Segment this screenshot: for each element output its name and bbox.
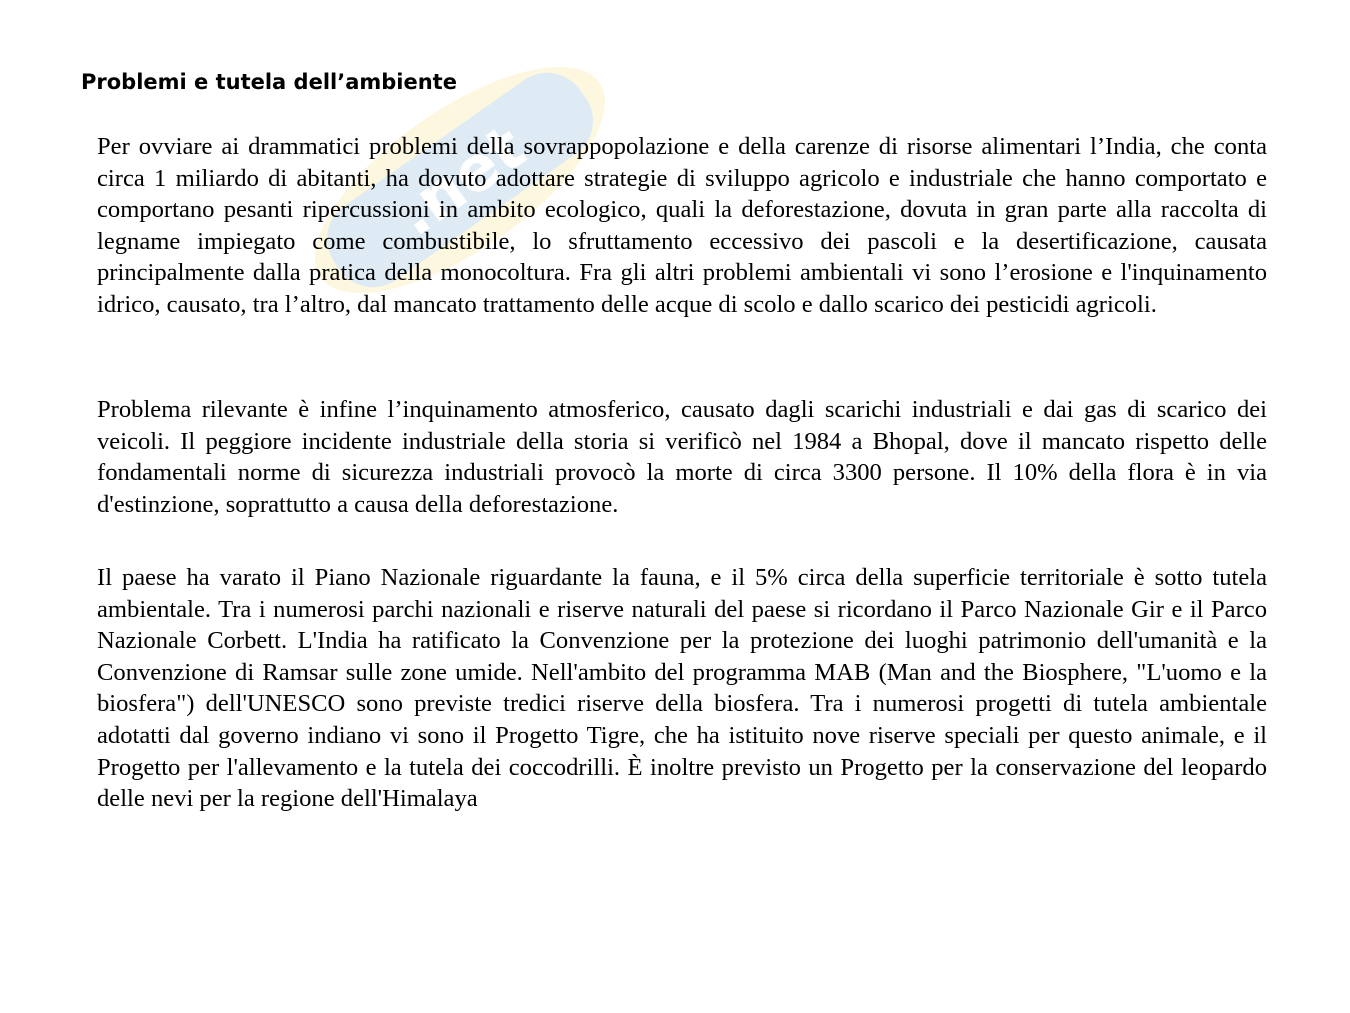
paragraph-air-pollution: Problema rilevante è infine l’inquinamento atmosferico, causato dagli scarichi industriali e dai gas di scarico dei veicoli. Il peggiore incidente industriale della storia si verificò nel 1984 a Bhopal, dove il mancato rispetto delle fondamentali norme di sicurezza industriali provocò la morte di circa 3300 persone. Il 10% della flora è in via d'estinzione, soprattutto a causa della deforestazione. xyxy=(97,396,1267,518)
svg-text:.net: .net xyxy=(382,110,539,251)
paragraph-protection-measures: Il paese ha varato il Piano Nazionale riguardante la fauna, e il 5% circa della superficie territoriale è sotto tutela ambientale. Tra i numerosi parchi nazionali e riserve naturali del paese si ricordano il Parco Nazionale Gir e il Parco Nazionale Corbett. L'India ha ratificato la Convenzione per la protezione dei luoghi patrimonio dell'umanità e la Convenzione di Ramsar sulle zone umide. Nell'ambito del programma MAB (Man and the Biosphere, "L'uomo e la biosfera") dell'UNESCO sono previste tredici riserve della biosfera. Tra i numerosi progetti di tutela ambientale adotatti dal governo indiano vi sono il Progetto Tigre, che ha istituito nove riserve speciali per questo animale, e il Progetto per l'allevamento e la tutela dei coccodrilli. È inoltre previsto un Progetto per la conservazione del leopardo delle nevi per la regione dell'Himalaya xyxy=(97,564,1267,813)
page-title: Problemi e tutela dell’ambiente xyxy=(81,70,457,94)
paragraph-environmental-problems: Per ovviare ai drammatici problemi della sovrappopolazione e della carenze di risorse alimentari l’India, che conta circa 1 miliardo di abitanti, ha dovuto adottare strategie di sviluppo agricolo e industriale che hanno comportato e comportano pesanti ripercussioni in ambito ecologico, quali la deforestazione, dovuta in gran parte alla raccolta di legname impiegato come combustibile, lo sfruttamento eccessivo dei pascoli e la desertificazione, causata principalmente dalla pratica della monocoltura. Fra gli altri problemi ambientali vi sono l’erosione e l'inquinamento idrico, causato, tra l’altro, dal mancato trattamento delle acque di scolo e dallo scarico dei pesticidi agricoli. xyxy=(97,133,1267,318)
